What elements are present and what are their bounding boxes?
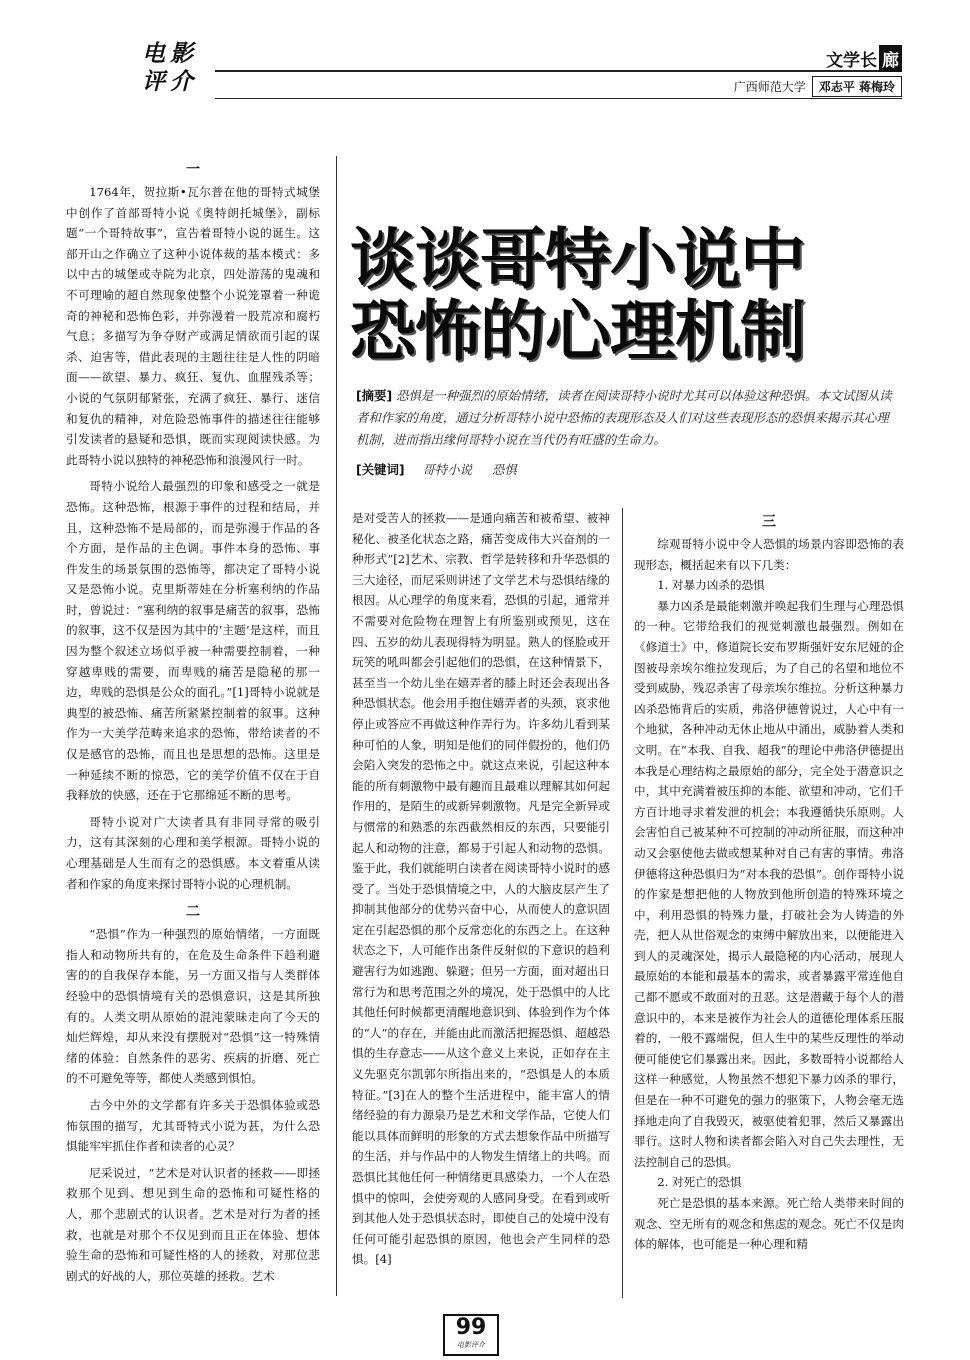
abstract-text: 恐惧是一种强烈的原始情绪，读者在阅读哥特小说时尤其可以体验这种恐惧。本文试图从读者和作家的角度，通过分析哥特小说中恐怖的表现形态及人们对这些表现形态的恐惧来揭示其心理机制，进而指出缘何哥特小说在当代仍有旺盛的生命力。 [356, 388, 892, 447]
author-line [734, 75, 902, 97]
keyword: 恐惧 [491, 462, 517, 477]
column-1 [66, 156, 320, 1286]
section-heading-2: 二 [186, 904, 200, 921]
abstract [356, 385, 896, 451]
paragraph: 哥特小说对广大读者具有非同寻常的吸引力，这有其深刻的心理和美学根源。哥特小说的心理基础是人生而有之的恐惧感。本文着重从读者和作家的角度来探讨哥特小说的心理机制。 [66, 814, 320, 891]
header-rule-top [215, 70, 902, 72]
section-name: 文学长 [826, 50, 877, 71]
keyword: 哥特小说 [422, 462, 473, 477]
subheading: 2. 对死亡的恐惧 [657, 1175, 742, 1190]
paragraph: 死亡是恐惧的基本来源。死亡给人类带来时间的观念、空无所有的观念和焦虑的观念。死亡不仅是肉体的解体，也可能是一种心理和精 [634, 1196, 904, 1252]
title-line-1: 谈谈哥特小说中 [350, 221, 805, 298]
section-heading-3: 三 [762, 514, 776, 530]
page-label: 电影评介 [457, 1341, 485, 1349]
paragraph: “恐惧”作为一种强烈的原始情绪，一方面既指人和动物所共有的，在危及生命条件下趋利避害的的自我保存本能，另一方面又指与人类群体经验中的恐惧情境有关的恐惧意识，这是其所独有的。人类文明从原始的混沌蒙昧走向了今天的灿烂辉煌，却从来没有摆脱对“恐惧”这一特殊情绪的体验：自然条件的恶劣、疾病的折磨、死亡的不可避免等等，都使人类感到惧怕。 [66, 927, 320, 1086]
column-3 [634, 508, 904, 1255]
section-heading-1: 一 [186, 162, 200, 178]
column-divider-1 [336, 156, 337, 1296]
subheading: 1. 对暴力凶杀的恐惧 [657, 578, 765, 593]
paragraph: 古今中外的文学都有许多关于恐惧体验或恐怖氛围的描写，尤其哥特式小说为甚，为什么恐惧能牢牢抓住作者和读者的心灵？ [66, 1097, 320, 1154]
section-tag [826, 46, 902, 70]
keywords [356, 460, 533, 478]
paragraph: 哥特小说给人最强烈的印象和感受之一就是恐怖。这种恐怖，根源于事件的过程和结局，并且，这种恐怖不是局部的，而是弥漫于作品的各个方面，是作品的主色调。事件本身的恐怖、事件发生的场景氛围的恐怖等，都决定了哥特小说又是恐怖小说。克里斯蒂娃在分析塞利纳的作品时，曾说过：“塞利纳的叙事是痛苦的叙事，恐怖的叙事，这不仅是因为其中的‘主题’是这样，而且因为整个叙述立场似乎被一种需要控制着，一种穿越卑贱的需要，而卑贱的痛苦是隐秘的那一边，卑贱的恐惧是公众的面孔。”[1]哥特小说就是典型的被恐怖、痛苦所紧紧控制着的叙事。这种作为一大美学范畴来追求的恐怖，带给读者的不仅是感官的恐怖，而且也是思想的恐怖。这里是一种延续不断的惊恐，它的美学价值不仅在于自我释放的快感，还在于它那绵延不断的思考。 [66, 479, 320, 803]
paragraph: 尼采说过，“艺术是对认识者的拯救——即拯救那个见到、想见到生命的恐怖和可疑性格的人，那个悲剧式的认识者。艺术是对行为者的拯救，也就是对那个不仅见到而且正在体验、想体验生命的恐怖和可疑性格的人的拯救，对那位悲剧式的好战的人，那位英雄的拯救。艺术 [66, 1165, 320, 1283]
section-name-boxed: 廊 [879, 45, 902, 72]
header-rule-bottom [215, 98, 902, 99]
logo-line-1: 电影 [142, 40, 198, 67]
abstract-label: [摘要] [356, 388, 393, 403]
article-title [350, 221, 898, 370]
logo-line-2: 评介 [142, 68, 198, 95]
title-line-2: 恐怖的心理机制 [350, 293, 805, 370]
paragraph: 综观哥特小说中令人恐惧的场景内容即恐怖的表现形态，概括起来有以下几类： [634, 537, 904, 572]
paragraph: 1764年，贺拉斯•瓦尔普在他的哥特式城堡中创作了首部哥特小说《奥特朗托城堡》，副标题“一个哥特故事”，宣告着哥特小说的诞生。这部开山之作确立了这种小说体裁的基本模式：多以中古的城堡或寺院为北京，四处游荡的鬼魂和不可理喻的超自然现象使整个小说笼罩着一种诡奇的神秘和恐怖色彩，并弥漫着一股荒凉和腐朽气息；多描写为争夺财产或满足情欲而引起的谋杀、迫害等，借此表现的主题往往是人性的阴暗面——欲望、暴力、疯狂、复仇、血腥残杀等；小说的气氛阴郁紧张，充满了疯狂、暴行、迷信和复仇的精神，对危险恐怖事件的描述往往能够引发读者的悬疑和恐惧，既而实现阅读快感。为此哥特小说以独特的神秘恐怖和浪漫风行一时。 [66, 185, 320, 467]
paragraph: 是对受苦人的拯救——是通向痛苦和被希望、被神秘化、被圣化状态之路，痛苦变成伟大兴奋剂的一种形式”[2]艺术、宗教、哲学是转移和升华恐惧的三大途径，而尼采则讲述了文学艺术与恐惧结缘的根因。从心理学的角度来看，恐惧的引起，通常并不需要对危险物在理智上有所鉴别或预见，这在四、五岁的幼儿表现得特为明显。熟人的怪脸或开玩笑的吼叫都会引起他们的恐惧，在这种情景下，甚至当一个幼儿坐在嬉弄者的膝上时还会表现出各种恐惧状态。他会用手抱住嬉弄者的头颈，哀求他停止或答应不再做这种作弄行为。许多幼儿看到某种可怕的人象，明知是他们的同伴假扮的，他们仍会陷入突发的恐怖之中。就这点来说，引起这种本能的所有刺激物中最有趣而且最难以理解其如何起作用的，是陌生的或新异刺激物。凡是完全新异或与惯常的和熟悉的东西截然相反的东西，只要能引起人和动物的注意，都易于引起人和动物的恐惧。鉴于此，我们就能明白读者在阅读哥特小说时的感受了。当处于恐惧情境之中，人的大脑皮层产生了抑制其他部分的优势兴奋中心，从而使人的意识固定在引起恐惧的那个反常恋化的东西之上。在这种状态之下，人可能作出条件反射似的下意识的趋利避害行为如逃跑、躲避；但另一方面，面对超出日常行为和思考范围之外的境况，处于恐惧中的人比其他任何时候都更清醒地意识到、体验到作为个体的“人”的存在，并能由此而激活把握恐惧、超越恐惧的生存意志——从这个意义上来说，正如存在主义先驱克尔凯郭尔所指出来的，“恐惧是人的本质特征。”[3]在人的整个生活进程中，能丰富人的情绪经验的有力源泉乃是艺术和文学作品，它使人们能以具体而鲜明的形象的方式去想象作品中所描写的生活，并与作品中的人物发生情绪上的共鸣。而恐惧比其他任何一种情绪更具感染力，一个人在恐惧中的惊叫，会使旁观的人感同身受。在看到或听到其他人处于恐惧状态时，即使自己的处境中没有任何可能引起恐惧的原因，他也会产生同样的恐惧。[4] [352, 511, 610, 1267]
column-divider-2 [622, 508, 623, 1298]
column-2 [352, 508, 610, 1270]
page-number-box [443, 1314, 499, 1356]
authors: 邓志平 蒋梅玲 [812, 76, 902, 97]
page-number: 99 [455, 1315, 487, 1340]
keywords-label: [关键词] [356, 462, 405, 477]
affiliation: 广西师范大学 [733, 79, 806, 94]
paragraph: 暴力凶杀是最能刺激并唤起我们生理与心理恐惧的一种。它带给我们的视觉刺激也最强烈。例如在《修道士》中，修道院长安布罗斯强奸安东尼娅的企图被母亲埃尔维拉发现后，为了自己的名望和地位不受到威胁，残忍杀害了母亲埃尔维拉。分析这种暴力凶杀恐怖背后的实质，弗洛伊德曾说过，人心中有一个地狱，各种冲动无休止地从中涌出，威胁着人类和文明。在“本我、自我、超我”的理论中弗洛伊德提出本我是心理结构之最原始的部分，完全处于潜意识之中，其中充满着被压抑的本能、欲望和冲动，它们千方百计地寻求着发泄的机会；本我遵循快乐原则。人会害怕自己被某种不可控制的冲动所征服，而这种冲动又会驱使他去做或想某种对自己有害的事情。弗洛伊德将这种恐惧归为“对本我的恐惧”。创作哥特小说的作家是想把他的人物放到他所创造的特殊环境之中，利用恐惧的特殊力量，打破社会为人铸造的外壳，把人从世俗观念的束缚中解放出来，以便能进入到人的灵魂深处，揭示人最隐秘的内心活动，展现人最原始的本能和最基本的需求，或者暴露平常连他自己都不愿或不敢面对的丑恶。这是潜藏于每个人的潜意识中的，本来是被作为社会人的道德伦理体系压服着的，一般不露端倪，但人生中的某些反理性的举动便可能使它们暴露出来。因此，多数哥特小说都给人这样一种感觉，人物虽然不想犯下暴力凶杀的罪行，但是在一种不可避免的强力的驱策下，人物会毫无选择地走向了自我毁灭，被驱使着犯罪，然后又暴露出罪行。这时人物和读者都会陷入对自己失去理性，无法控制自己的恐惧。 [634, 598, 904, 1169]
